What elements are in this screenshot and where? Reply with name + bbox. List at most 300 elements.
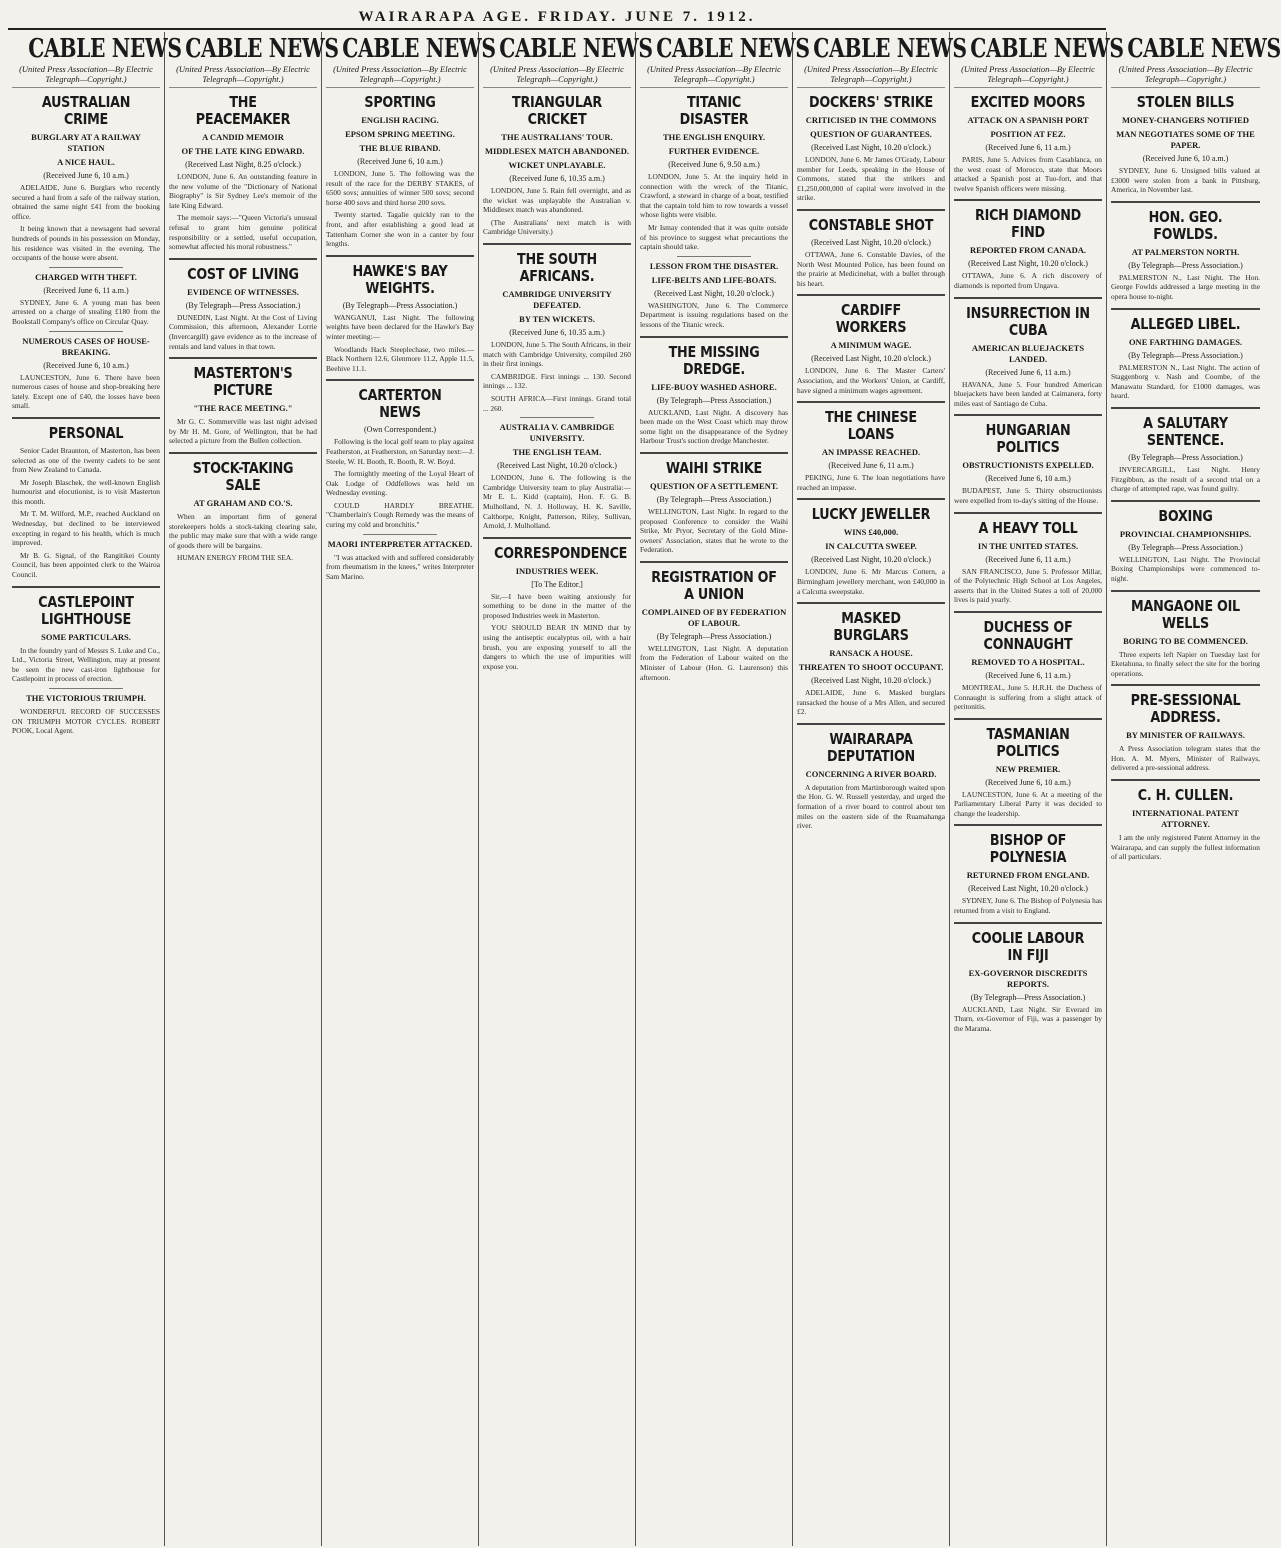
- article-dateline: (Received June 6, 11 a.m.): [828, 461, 914, 471]
- article-paragraph: LONDON, June 5. Rain fell overnight, and as the wicket was unplayable the Australian v. Middlesex match was abandoned.: [483, 186, 631, 215]
- article-dateline: (Received June 6, 10.35 a.m.): [509, 327, 605, 337]
- columns-container: [8, 32, 1281, 1546]
- article-subheading: BORING TO BE COMMENCED.: [1123, 635, 1248, 646]
- article-subheading: RETURNED FROM ENGLAND.: [966, 870, 1090, 881]
- article-divider: [954, 611, 1102, 613]
- article-headline: CARTERTON NEWS: [358, 386, 442, 422]
- article-subheading: REMOVED TO A HOSPITAL.: [971, 656, 1085, 667]
- article-headline: TITANIC DISASTER: [679, 93, 749, 128]
- article-paragraph: A deputation from Martinborough waited upon the Hon. G. W. Russell yesterday, and urged the formation of a river board to control about ten miles on the eastern side of the Ruamahanga river.: [797, 782, 945, 831]
- article-divider: [49, 688, 123, 689]
- article-subheading: LESSON FROM THE DISASTER.: [649, 260, 779, 271]
- article-paragraph: LONDON, June 6. Mr James O'Grady, Labour member for Leeds, speaking in the House of Commons, stated that the strikers and £1,250,000,000 of capital were involved in the strike.: [797, 155, 945, 203]
- article: [1111, 407, 1260, 494]
- article-subheading: WICKET UNPLAYABLE.: [508, 160, 606, 170]
- article-paragraph: The fortnightly meeting of the Loyal Heart of Oak Lodge of Oddfellows was held on Wednesday evening.: [326, 469, 474, 498]
- article-headline: CONSTABLE SHOT: [808, 215, 934, 234]
- article-dateline: (Received June 6, 10 a.m.): [985, 777, 1071, 787]
- column-7: [950, 32, 1124, 1546]
- article: [1111, 500, 1260, 584]
- article-headline: ALLEGED LIBEL.: [1130, 314, 1241, 333]
- article-headline: RICH DIAMOND FIND: [975, 206, 1081, 242]
- article: [169, 357, 317, 446]
- article-divider: [954, 199, 1102, 201]
- article: [1111, 590, 1260, 679]
- article-paragraph: When an important firm of general storekeepers holds a stock-taking clearing sale, the public may make sure that with a wide range of goods there will be bargains.: [169, 511, 317, 550]
- article: [954, 824, 1102, 915]
- article: [1111, 201, 1260, 302]
- article-divider: [49, 267, 123, 268]
- article-dateline: (By Telegraph—Press Association.): [1128, 260, 1243, 270]
- article-divider: [954, 824, 1102, 826]
- column-8: [1107, 32, 1281, 1546]
- article-paragraph: LONDON, June 6. Mr Marcus Cottern, a Birmingham jewellery merchant, won £40,000 in a Calcutta sweepstake.: [797, 567, 945, 596]
- article-subheading: OBSTRUCTIONISTS EXPELLED.: [962, 460, 1094, 471]
- article: [326, 94, 474, 249]
- article-paragraph: OTTAWA, June 6. Constable Davies, of the North West Mounted Police, has been found on the prairie at Medicinehat, with a bullet through his heart.: [797, 249, 945, 288]
- article-dateline: (Received June 6, 10 a.m.): [1142, 154, 1229, 163]
- article-dateline: (By Telegraph—Press Association.): [1128, 542, 1243, 552]
- column-2: [165, 32, 339, 1546]
- article: [797, 294, 945, 395]
- article-divider: [1111, 590, 1260, 592]
- article-divider: [1111, 779, 1260, 781]
- article-paragraph: LONDON, June 6. The Master Carters' Association, and the Workers' Union, at Cardiff, have signed a minimum wages agreement.: [797, 366, 945, 395]
- article-subheading: MAN NEGOTIATES SOME OF THE PAPER.: [1116, 129, 1255, 150]
- article-headline: MANGAONE OIL WELLS: [1131, 596, 1240, 632]
- article-paragraph: Twenty started. Tagalie quickly ran to the front, and after establishing a good lead at Tattenham Corner she won in a canter by four lengths.: [326, 210, 474, 249]
- article-divider: [326, 379, 474, 381]
- article-subheading: QUESTION OF GUARANTEES.: [810, 129, 932, 139]
- column-6: [793, 32, 967, 1546]
- article-paragraph: SYDNEY, June 6. The Bishop of Polynesia has returned from a visit to England.: [954, 896, 1102, 916]
- article-subheading: IN THE UNITED STATES.: [977, 540, 1079, 551]
- cable-news-banner: CABLE NEWS: [185, 34, 339, 64]
- article-divider: [483, 243, 631, 245]
- article-subheading: AN IMPASSE REACHED.: [821, 447, 921, 458]
- article-divider: [797, 209, 945, 211]
- article: [12, 331, 160, 411]
- article-paragraph: AUCKLAND, Last Night. Sir Everard im Thurn, ex-Governor of Fiji, was a passenger by the Marama.: [954, 1004, 1102, 1033]
- article-paragraph: Sir,—I have been waiting anxiously for something to be done in the matter of the proposed Industries week in Masterton.: [483, 591, 631, 620]
- article-dateline: (Received Last Night, 10.20 o'clock.): [811, 555, 931, 565]
- article-subheading: MONEY-CHANGERS NOTIFIED: [1122, 115, 1249, 125]
- article-paragraph: LONDON, June 5. The South Africans, in their match with Cambridge University, compiled 260 in their first innings.: [483, 339, 631, 369]
- article-paragraph: Woodlands Hack Steeplechase, two miles.—Black Northern 12.6, Glenmore 11.2, Apple 11.5, Beehive 11.1.: [326, 344, 474, 373]
- press-credit: (United Press Association—By Electric Telegraph—Copyright.): [483, 64, 631, 88]
- article-headline: MASTERTON'S PICTURE: [193, 364, 293, 400]
- article: [954, 718, 1102, 819]
- article-divider: [12, 586, 160, 588]
- article-subheading: ENGLISH RACING.: [361, 115, 439, 125]
- article: [797, 401, 945, 492]
- article-dateline: (Received Last Night, 10.20 o'clock.): [968, 259, 1088, 269]
- article-subheading: MAORI INTERPRETER ATTACKED.: [327, 538, 473, 549]
- article-divider: [12, 417, 160, 419]
- article-paragraph: DUNEDIN, Last Night. At the Cost of Living Commission, this afternoon, Alexander Lorrie (Invercargill) gave evidence as to the increase of rentals and land values in that town.: [169, 312, 317, 351]
- article-divider: [954, 922, 1102, 924]
- article: [1111, 779, 1260, 862]
- article-divider: [483, 537, 631, 539]
- article-divider: [640, 336, 788, 338]
- article-dateline: (Received Last Night, 10.20 o'clock.): [811, 143, 931, 152]
- article: [640, 452, 788, 555]
- article-subheading: EX-GOVERNOR DISCREDITS REPORTS.: [968, 967, 1088, 989]
- article-paragraph: PALMERSTON N., Last Night. The Hon. George Fowlds addressed a large meeting in the opera house to-night.: [1111, 272, 1260, 301]
- cable-news-banner: CABLE NEWS: [813, 34, 967, 64]
- article-headline: THE CHINESE LOANS: [825, 408, 917, 444]
- article-paragraph: WELLINGTON, Last Night. The Provincial Boxing Championships were commenced to-night.: [1111, 554, 1260, 583]
- article: [797, 209, 945, 288]
- article-headline: INSURRECTION IN CUBA: [966, 303, 1090, 339]
- article-subheading: A MINIMUM WAGE.: [830, 340, 912, 351]
- article-subheading: AT PALMERSTON NORTH.: [1131, 246, 1240, 257]
- article: [169, 94, 317, 252]
- article: [12, 417, 160, 580]
- article-paragraph: BUDAPEST, June 5. Thirty obstructionists were expelled from to-day's sitting of the House.: [954, 486, 1102, 505]
- article-divider: [640, 561, 788, 563]
- article-divider: [797, 498, 945, 500]
- article-paragraph: I am the only registered Patent Attorney in the Wairarapa, and can supply the fullest information of all particulars.: [1111, 833, 1260, 862]
- article-paragraph: AUCKLAND, Last Night. A discovery has been made on the West Coast which may throw some light on the disappearance of the Sydney Harbour Trust's suction dredge Manchester.: [640, 407, 788, 446]
- article-paragraph: Following is the local golf team to play against Featherston, at Featherston, on Saturday next:—J. Steele, W. H. Booth, R. Booth, R. W. Boyd.: [326, 437, 474, 466]
- article-paragraph: HUMAN ENERGY FROM THE SEA.: [177, 553, 293, 563]
- cable-news-banner: CABLE NEWS: [499, 34, 653, 64]
- article-dateline: (Received June 6, 9.50 a.m.): [668, 160, 760, 169]
- article-headline: AUSTRALIAN CRIME: [41, 93, 131, 128]
- article-dateline: (Received June 6, 10 a.m.): [43, 171, 129, 180]
- article-headline: MASKED BURGLARS: [833, 609, 909, 645]
- article-paragraph: It being known that a newsagent had several hundreds of pounds in his possession on Monday, his residence was visited in the evening. The occupants of the house were absent.: [12, 224, 160, 263]
- article-subheading: ONE FARTHING DAMAGES.: [1128, 336, 1243, 347]
- column-4: [479, 32, 653, 1546]
- article-subheading: OF THE LATE KING EDWARD.: [181, 146, 305, 156]
- article-subheading: CAMBRIDGE UNIVERSITY DEFEATED.: [502, 288, 612, 310]
- article-paragraph: Mr G. C. Sommerville was last night advised by Mr H. M. Gore, of Wellington, that he had selected a picture from the Bullen collection.: [169, 417, 317, 446]
- article: [1111, 308, 1260, 401]
- article-headline: EXCITED MOORS: [970, 93, 1086, 111]
- article-paragraph: The memoir says:—"Queen Victoria's unusual refusal to grant him genuine political responsibility or a settled, useful occupation, somewhat affected his moral robustness.": [169, 213, 317, 252]
- article-dateline: (Received June 6, 10 a.m.): [985, 474, 1071, 484]
- article-paragraph: In the foundry yard of Messrs S. Luke and Co., Ltd., Victoria Street, Wellington, may at present be seen the new cast-iron lighthouse for Castlepoint in process of erection.: [12, 645, 160, 684]
- article-divider: [954, 718, 1102, 720]
- article-dateline: (By Telegraph—Press Association.): [656, 631, 772, 641]
- article: [797, 498, 945, 596]
- article-divider: [797, 602, 945, 604]
- press-credit: (United Press Association—By Electric Telegraph—Copyright.): [12, 64, 160, 88]
- article-paragraph: Mr Ismay contended that it was quite outside of his province to suggest what precautions the captain should take.: [640, 222, 788, 252]
- article-paragraph: Mr B. G. Signal, of the Rangitikei County Council, has been appointed clerk to the Wairoa Council.: [12, 550, 160, 580]
- article-paragraph: YOU SHOULD BEAR IN MIND that by using the antiseptic eucalyptus oil, with a hair brush, you are exposing yourself to all the dangers to which the use of impurities will expose you.: [483, 623, 631, 671]
- article-dateline: (By Telegraph—Press Association.): [656, 395, 772, 405]
- article: [12, 586, 160, 684]
- article-paragraph: WONDERFUL RECORD OF SUCCESSES ON TRIUMPH MOTOR CYCLES. ROBERT POOK, Local Agent.: [12, 707, 160, 736]
- cable-news-banner: CABLE NEWS: [656, 34, 810, 64]
- article-subheading: QUESTION OF A SETTLEMENT.: [649, 480, 778, 491]
- article-paragraph: MONTREAL, June 5. H.R.H. the Duchess of Connaught is suffering from a slight attack of peritonitis.: [954, 682, 1102, 712]
- article-headline: STOCK-TAKING SALE: [192, 458, 294, 494]
- article-subheading: CHARGED WITH THEFT.: [35, 271, 137, 282]
- article-subheading: INTERNATIONAL PATENT ATTORNEY.: [1132, 808, 1239, 830]
- article-dateline: (Received June 6, 10.35 a.m.): [509, 174, 605, 183]
- article-dateline: (Received Last Night, 10.20 o'clock.): [811, 354, 931, 364]
- article-subheading: BURGLARY AT A RAILWAY STATION: [31, 132, 141, 153]
- article-subheading: CONCERNING A RIVER BOARD.: [805, 768, 937, 779]
- article-subheading: "THE RACE MEETING.": [193, 403, 293, 414]
- article-dateline: (By Telegraph—Press Association.): [1128, 350, 1243, 360]
- cable-news-banner: CABLE NEWS: [342, 34, 496, 64]
- article: [954, 199, 1102, 290]
- article-headline: CASTLEPOINT LIGHTHOUSE: [38, 592, 134, 628]
- article: [483, 537, 631, 672]
- article-headline: COST OF LIVING: [187, 264, 299, 283]
- article: [640, 94, 788, 252]
- article-divider: [640, 452, 788, 454]
- article: [326, 534, 474, 582]
- article-subheading: THREATEN TO SHOOT OCCUPANT.: [798, 662, 944, 673]
- article-dateline: (By Telegraph—Press Association.): [185, 300, 301, 310]
- article: [954, 922, 1102, 1034]
- article: [326, 255, 474, 374]
- article-headline: DOCKERS' STRIKE: [809, 93, 933, 111]
- article-dateline: [To The Editor.]: [531, 579, 583, 589]
- article: [954, 414, 1102, 505]
- article: [640, 561, 788, 682]
- article-headline: COOLIE LABOUR IN FIJI: [971, 928, 1085, 964]
- article-subheading: AUSTRALIA V. CAMBRIDGE UNIVERSITY.: [499, 422, 615, 444]
- article: [797, 723, 945, 831]
- article-paragraph: SYDNEY, June 6. Unsigned bills valued at £3000 were stolen from a bank in Pittsburg, America, in November last.: [1111, 166, 1260, 195]
- article-headline: A HEAVY TOLL: [978, 518, 1078, 537]
- article-subheading: REPORTED FROM CANADA.: [969, 245, 1087, 256]
- column-3: [322, 32, 496, 1546]
- article-headline: A SALUTARY SENTENCE.: [1143, 413, 1228, 449]
- article: [12, 94, 160, 263]
- article-dateline: (By Telegraph—Press Association.): [1128, 452, 1243, 462]
- article-subheading: NEW PREMIER.: [995, 763, 1061, 774]
- article-dateline: (Received June 6, 11 a.m.): [43, 285, 129, 295]
- article: [954, 611, 1102, 712]
- article-paragraph: Three experts left Napier on Tuesday last for Eketahuna, to finally select the site for the boring operations.: [1111, 649, 1260, 678]
- article-subheading: THE ENGLISH ENQUIRY.: [662, 132, 766, 142]
- article-dateline: (Received Last Night, 8.25 o'clock.): [185, 160, 301, 169]
- article-divider: [363, 534, 437, 535]
- article: [169, 258, 317, 351]
- article-paragraph: ADELAIDE, June 6. Masked burglars ransacked the house of a Mrs Allen, and secured £2.: [797, 688, 945, 717]
- article: [169, 452, 317, 563]
- article-headline: HUNGARIAN POLITICS: [985, 421, 1071, 457]
- article-dateline: (By Telegraph—Press Association.): [342, 300, 458, 310]
- cable-news-banner: CABLE NEWS: [1127, 34, 1281, 64]
- article-divider: [954, 297, 1102, 299]
- article-divider: [677, 256, 751, 257]
- article-headline: C. H. CULLEN.: [1137, 786, 1234, 805]
- article-headline: REGISTRATION OF A UNION: [651, 567, 777, 603]
- article-divider: [326, 255, 474, 257]
- article-divider: [1111, 201, 1260, 203]
- article: [640, 256, 788, 330]
- article-subheading: AMERICAN BLUEJACKETS LANDED.: [971, 342, 1085, 364]
- article-paragraph: PEKING, June 6. The loan negotiations have reached an impasse.: [797, 473, 945, 492]
- article: [1111, 684, 1260, 773]
- article-paragraph: PALMERSTON N., Last Night. The action of Staggenborg v. Nash and Coombe, of the Manawatu Standard, for £1000 damages, was heard.: [1111, 362, 1260, 401]
- article-paragraph: A Press Association telegram states that the Hon. A. M. Myers, Minister of Railways, delivered a pre-sessional address.: [1111, 744, 1260, 773]
- article-headline: LUCKY JEWELLER: [811, 505, 931, 524]
- article-divider: [1111, 308, 1260, 310]
- article-paragraph: INVERCARGILL, Last Night. Henry Fitzgibbon, as the result of a second trial on a charge of attempted rape, was found guilty.: [1111, 464, 1260, 494]
- press-credit: (United Press Association—By Electric Telegraph—Copyright.): [954, 64, 1102, 88]
- article-headline: TASMANIAN POLITICS: [986, 724, 1070, 760]
- article-subheading: A NICE HAUL.: [57, 157, 115, 167]
- article-dateline: (Received June 6, 10 a.m.): [43, 360, 129, 370]
- article-paragraph: WELLINGTON, Last Night. In regard to the proposed Conference to consider the Waihi Strike, Mr Pryor, Secretary of the Gold Mine-owners' Association, states that he wrote to the Federation.: [640, 506, 788, 555]
- article-paragraph: LONDON, June 6. The following is the Cambridge University team to play Australia:—Mr E. L. Kidd (captain), Hon. F. G. B. Mulholland, N. J. Holloway, H. K. Saville, Calthorpe, Knight, Patterson, Riley, Sullivan, Arnold, J. Mulholland.: [483, 473, 631, 531]
- press-credit: (United Press Association—By Electric Telegraph—Copyright.): [169, 64, 317, 88]
- article-subheading: NUMEROUS CASES OF HOUSE-BREAKING.: [22, 335, 150, 357]
- article-paragraph: WELLINGTON, Last Night. A deputation from the Federation of Labour waited on the Minister of Labour (Hon. G. Laurenson) this afternoon.: [640, 643, 788, 682]
- article-paragraph: LAUNCESTON, June 6. There have been numerous cases of house and shop-breaking here lately. Except one of £40, the losses have been small.: [12, 372, 160, 411]
- article-divider: [954, 414, 1102, 416]
- article-dateline: (Received June 6, 11 a.m.): [985, 670, 1071, 680]
- article: [954, 297, 1102, 409]
- article-headline: TRIANGULAR CRICKET: [512, 93, 602, 128]
- article-headline: THE MISSING DREDGE.: [668, 342, 760, 378]
- article-subheading: IN CALCUTTA SWEEP.: [825, 541, 917, 552]
- article-dateline: (Received Last Night, 10.20 o'clock.): [654, 288, 774, 298]
- article-subheading: A CANDID MEMOIR: [202, 132, 284, 142]
- article-divider: [954, 512, 1102, 514]
- article-divider: [520, 417, 594, 418]
- article-subheading: COMPLAINED OF BY FEDERATION OF LABOUR.: [641, 606, 787, 628]
- article: [483, 243, 631, 413]
- article-headline: PRE-SESSIONAL ADDRESS.: [1130, 691, 1241, 727]
- article-headline: THE PEACEMAKER: [195, 93, 291, 128]
- article: [797, 602, 945, 717]
- article-dateline: (Received Last Night, 10.20 o'clock.): [497, 461, 617, 471]
- article-dateline: (Received Last Night, 10.20 o'clock.): [968, 884, 1088, 894]
- article-dateline: (Received June 6, 10 a.m.): [357, 157, 443, 166]
- article-headline: CARDIFF WORKERS: [835, 301, 907, 337]
- article-dateline: (Received June 6, 11 a.m.): [985, 554, 1071, 564]
- article-subheading: BY MINISTER OF RAILWAYS.: [1126, 730, 1245, 741]
- masthead: WAIRARAPA AGE. FRIDAY. JUNE 7. 1912.: [8, 6, 1106, 30]
- article-divider: [169, 452, 317, 454]
- article-divider: [797, 294, 945, 296]
- article-paragraph: SOUTH AFRICA—First innings. Grand total ... 260.: [483, 393, 631, 413]
- article-divider: [169, 357, 317, 359]
- cable-news-banner: CABLE NEWS: [28, 34, 182, 64]
- article-subheading: RANSACK A HOUSE.: [829, 648, 913, 659]
- article-subheading: LIFE-BELTS AND LIFE-BOATS.: [651, 274, 777, 285]
- article-paragraph: SAN FRANCISCO, June 5. Professor Millar, of the Polytechnic High School at Los Angeles, asserts that in the United States a toll of 20,000 lives is paid yearly.: [954, 566, 1102, 605]
- article-paragraph: Mr T. M. Wilford, M.P., reached Auckland on Wednesday, but declined to be interviewed excepting in regard to his health, which is much improved.: [12, 509, 160, 548]
- article-headline: SPORTING: [364, 93, 436, 111]
- article-dateline: (Received Last Night, 10.20 o'clock.): [811, 237, 931, 247]
- article-subheading: WINS £40,000.: [843, 527, 899, 538]
- article-dateline: (Received June 6, 11 a.m.): [985, 143, 1071, 152]
- article-paragraph: OTTAWA, June 6. A rich discovery of diamonds is reported from Ungava.: [954, 271, 1102, 290]
- article-subheading: THE ENGLISH TEAM.: [512, 447, 602, 458]
- press-credit: (United Press Association—By Electric Telegraph—Copyright.): [326, 64, 474, 88]
- article-headline: DUCHESS OF CONNAUGHT: [983, 617, 1073, 653]
- article-divider: [1111, 500, 1260, 502]
- article-headline: STOLEN BILLS: [1136, 93, 1235, 111]
- article: [483, 94, 631, 237]
- article-headline: WAIRARAPA DEPUTATION: [826, 729, 915, 765]
- article-paragraph: LONDON, June 5. The following was the result of the race for the DERBY STAKES, of 6500 sovs; annuities of winner 500 sovs; second horse 400 sovs and third horse 200 sovs.: [326, 169, 474, 207]
- article-divider: [797, 723, 945, 725]
- article-paragraph: PARIS, June 5. Advices from Casablanca, on the west coast of Morocco, state that Moors attacked a Spanish post at Tuo-fort, and that twelve Spanish officers were missing.: [954, 155, 1102, 193]
- article-paragraph: Mr Joseph Blaschek, the well-known English humourist and elocutionist, is to visit Masterton this month.: [12, 477, 160, 506]
- article-headline: BISHOP OF POLYNESIA: [989, 831, 1067, 867]
- article-headline: BOXING: [1158, 506, 1213, 525]
- article-headline: HON. GEO. FOWLDS.: [1148, 207, 1223, 243]
- article-divider: [1111, 684, 1260, 686]
- article-divider: [1111, 407, 1260, 409]
- article-subheading: AT GRAHAM AND CO.'S.: [193, 497, 293, 508]
- article-paragraph: WANGANUI, Last Night. The following weights have been declared for the Hawke's Bay winter meeting:—: [326, 312, 474, 341]
- article-subheading: CRITICISED IN THE COMMONS: [805, 115, 937, 125]
- article-subheading: THE BLUE RIBAND.: [359, 143, 441, 153]
- article-paragraph: LONDON, June 5. At the inquiry held in connection with the wreck of the Titanic, Crawford, a steward in charge of a boat, testified that the captain told him to row towards a vessel whose lights were visible.: [640, 172, 788, 220]
- press-credit: (United Press Association—By Electric Telegraph—Copyright.): [797, 64, 945, 88]
- article-divider: [49, 331, 123, 332]
- article-paragraph: (The Australians' next match is with Cambridge University.): [483, 217, 631, 237]
- article-subheading: BY TEN WICKETS.: [519, 313, 595, 324]
- article-paragraph: SYDNEY, June 6. A young man has been arrested on a charge of stealing £180 from the Bookstall Company's office on Circular Quay.: [12, 297, 160, 326]
- article-divider: [797, 401, 945, 403]
- article-paragraph: COULD HARDLY BREATHE. "Chamberlain's Cough Remedy was the means of curing my cold and bronchitis.": [326, 500, 474, 530]
- article-headline: HAWKE'S BAY WEIGHTS.: [352, 261, 448, 297]
- article-dateline: (Own Correspondent.): [364, 425, 436, 435]
- article: [797, 94, 945, 203]
- article-paragraph: ADELAIDE, June 6. Burglars who recently secured a haul from a safe of the railway station, obtained the same night £41 from the booking office.: [12, 183, 160, 221]
- article-subheading: PROVINCIAL CHAMPIONSHIPS.: [1119, 528, 1252, 539]
- article-subheading: INDUSTRIES WEEK.: [515, 565, 599, 576]
- article-subheading: POSITION AT FEZ.: [990, 129, 1066, 139]
- article-divider: [169, 258, 317, 260]
- article-paragraph: HAVANA, June 5. Four hundred American bluejackets have been landed at Caimanera, forty miles east of Santiago de Cuba.: [954, 379, 1102, 408]
- column-1: [8, 32, 182, 1546]
- article-subheading: LIFE-BUOY WASHED ASHORE.: [651, 381, 777, 392]
- article-subheading: MIDDLESEX MATCH ABANDONED.: [484, 146, 630, 156]
- article-paragraph: LAUNCESTON, June 6. At a meeting of the Parliamentary Liberal Party it was decided to change the leadership.: [954, 789, 1102, 818]
- article-dateline: (Received Last Night, 10.20 o'clock.): [811, 676, 931, 686]
- article-subheading: ATTACK ON A SPANISH PORT: [967, 115, 1089, 125]
- article-subheading: EVIDENCE OF WITNESSES.: [187, 286, 299, 297]
- article-dateline: (By Telegraph—Press Association.): [970, 992, 1086, 1002]
- article-dateline: (By Telegraph—Press Association.): [656, 494, 772, 504]
- article-headline: CORRESPONDENCE: [494, 543, 628, 562]
- article-subheading: FURTHER EVIDENCE.: [668, 146, 760, 156]
- article: [12, 688, 160, 736]
- article: [954, 94, 1102, 193]
- article: [483, 417, 631, 531]
- article: [640, 336, 788, 446]
- article: [326, 379, 474, 529]
- article-paragraph: CAMBRIDGE. First innings ... 130. Second innings ... 132.: [483, 371, 631, 391]
- article-paragraph: Senior Cadet Braunton, of Masterton, has been selected as one of the twenty cadets to be sent from New Zealand to Canada.: [12, 445, 160, 475]
- article-paragraph: LONDON, June 6. An outstanding feature in the new volume of the "Dictionary of National Biography" is Sir Sydney Lee's memoir of the late King Edward.: [169, 172, 317, 210]
- press-credit: (United Press Association—By Electric Telegraph—Copyright.): [1111, 64, 1260, 88]
- article-dateline: (Received June 6, 11 a.m.): [985, 367, 1071, 377]
- press-credit: (United Press Association—By Electric Telegraph—Copyright.): [640, 64, 788, 88]
- article-subheading: THE AUSTRALIANS' TOUR.: [501, 132, 613, 142]
- cable-news-banner: CABLE NEWS: [970, 34, 1124, 64]
- article-subheading: THE VICTORIOUS TRIUMPH.: [26, 693, 146, 703]
- article-headline: WAIHI STRIKE: [666, 458, 762, 477]
- article: [1111, 94, 1260, 195]
